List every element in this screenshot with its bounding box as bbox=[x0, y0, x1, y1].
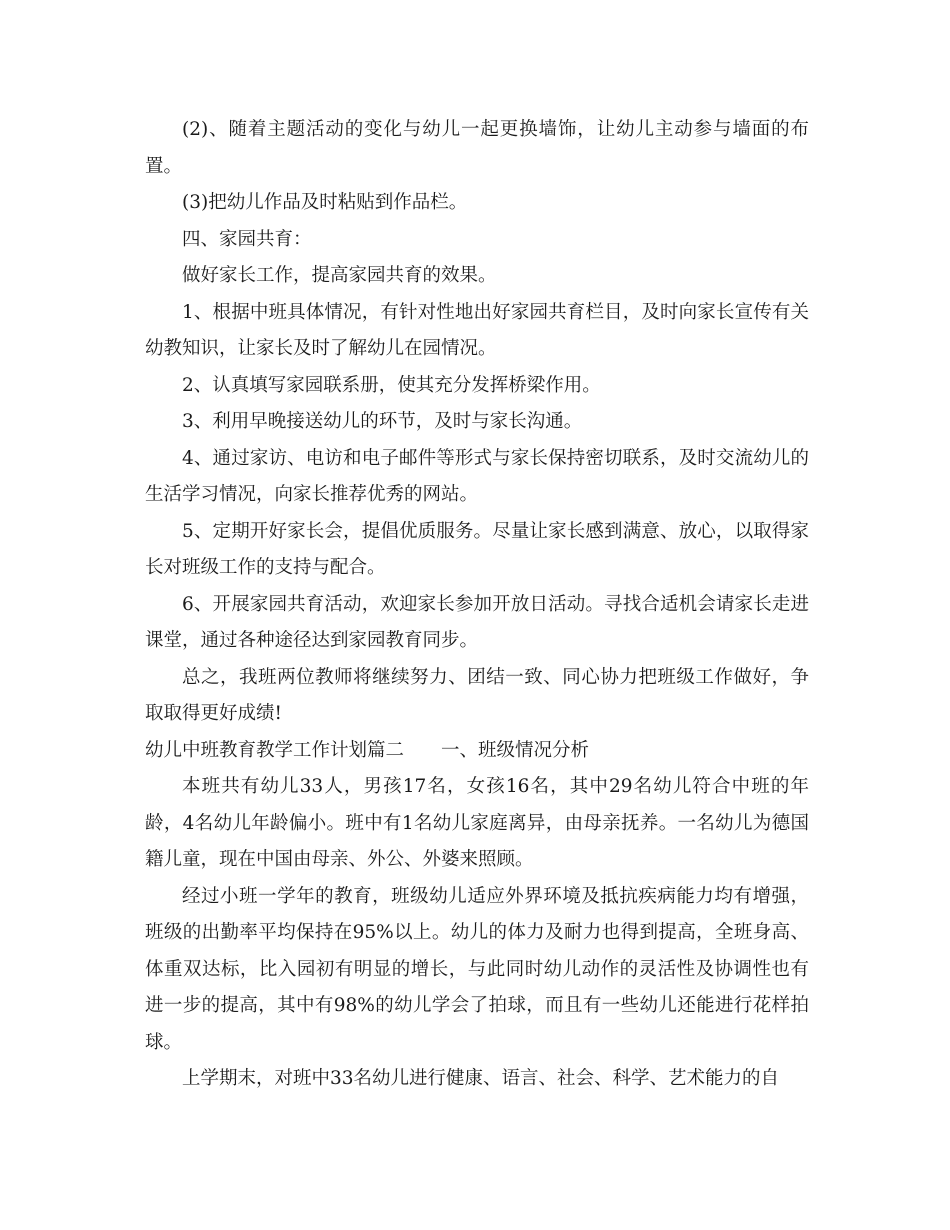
paragraph: 上学期末，对班中33名幼儿进行健康、语言、社会、科学、艺术能力的自 bbox=[182, 1068, 780, 1089]
paragraph: 做好家长工作，提高家园共育的效果。 bbox=[182, 265, 497, 286]
paragraph: 总之，我班两位教师将继续努力、团结一致、同心协力把班级工作做好，争取取得更好成绩! bbox=[145, 666, 809, 724]
paragraph: 2、认真填写家园联系册，使其充分发挥桥梁作用。 bbox=[182, 374, 601, 396]
paragraph: 3、利用早晚接送幼儿的环节，及时与家长沟通。 bbox=[182, 411, 583, 432]
paragraph: 本班共有幼儿33人，男孩17名，女孩16名，其中29名幼儿符合中班的年龄，4名幼儿年龄偏小。班中有1名幼儿家庭离异，由母亲抚养。一名幼儿为德国籍儿童，现在中国由母亲、外公、外婆来照顾。 bbox=[145, 776, 809, 870]
paragraph: 6、开展家园共育活动，欢迎家长参加开放日活动。寻找合适机会请家长走进课堂，通过各种途径达到家园教育同步。 bbox=[145, 593, 809, 651]
paragraph: 1、根据中班具体情况，有针对性地出好家园共育栏目，及时向家长宣传有关幼教知识，让家长及时了解幼儿在园情况。 bbox=[145, 301, 809, 359]
paragraph: 5、定期开好家长会，提倡优质服务。尽量让家长感到满意、放心，以取得家长对班级工作的支持与配合。 bbox=[145, 520, 809, 578]
paragraph: 4、通过家访、电访和电子邮件等形式与家长保持密切联系，及时交流幼儿的生活学习情况，向家长推荐优秀的网站。 bbox=[145, 447, 809, 505]
paragraph: (3)把幼儿作品及时粘贴到作品栏。 bbox=[182, 192, 468, 213]
document-body bbox=[145, 112, 809, 1098]
paragraph: 经过小班一学年的教育，班级幼儿适应外界环境及抵抗疾病能力均有增强，班级的出勤率平均保持在95%以上。幼儿的体力及耐力也得到提高，全班身高、体重双达标，比入园初有明显的增长，与此同时幼儿动作的灵活性及协调性也有进一步的提高，其中有98%的幼儿学会了拍球，而且有一些幼儿还能进行花样拍球。 bbox=[145, 885, 809, 1053]
paragraph: (2)、随着主题活动的变化与幼儿一起更换墙饰，让幼儿主动参与墙面的布置。 bbox=[145, 119, 809, 177]
paragraph: 四、家园共育： bbox=[182, 228, 312, 250]
section-heading: 幼儿中班教育教学工作计划篇二 一、班级情况分析 bbox=[145, 739, 590, 761]
